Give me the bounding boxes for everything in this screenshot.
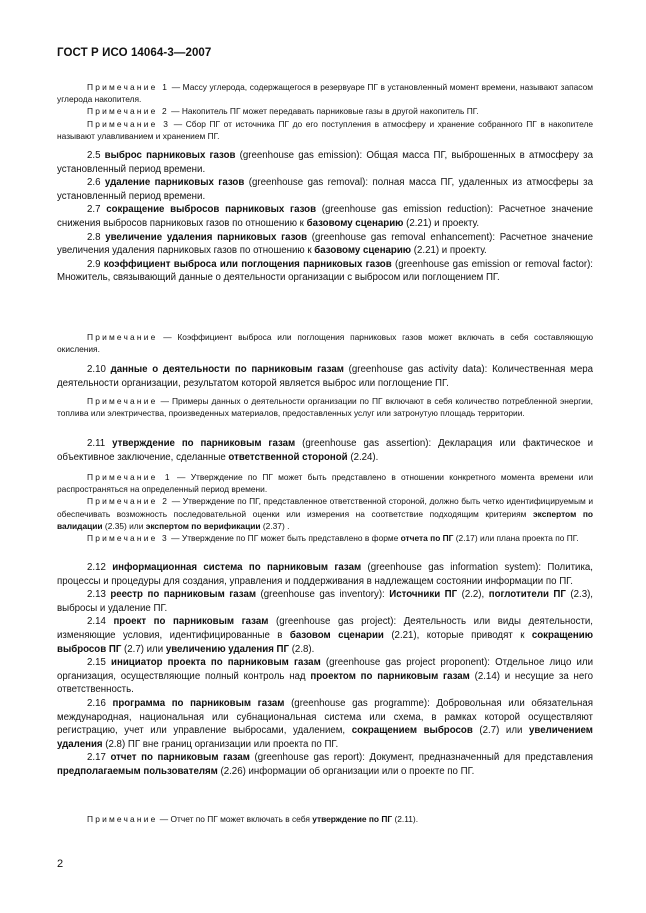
term-2-12: 2.12 информационная система по парниковым газам (greenhouse gas information system): Политика, процессы и процедуры для создания, управления и поддерживания в надлежащем состоянии информации по ПГ. — [57, 562, 593, 587]
term-2-8: 2.8 увеличение удаления парниковых газов (greenhouse gas removal enhancement): Расчетное значение увеличения удаления парниковых газов по отношению к базовому сценарию (2.21) и проекту. — [57, 231, 593, 257]
term-2-7: 2.7 сокращение выбросов парниковых газов (greenhouse gas emission reduction): Расчетное значение снижения выбросов парниковых газов по отношению к базовому сценарию (2.21) и проекту. — [57, 204, 593, 229]
note-2-17: Примечание — Отчет по ПГ может включать в себя утверждение по ПГ (2.11). — [87, 814, 419, 824]
note-2-11-3: Примечание 3 — Утверждение по ПГ может быть представлено в форме отчета по ПГ (2.17) или плана проекта по ПГ. — [87, 533, 579, 544]
note-2-11-2: Примечание 2 — Утверждение по ПГ, представленное ответственной стороной, должно быть четко идентифицируемым и обеспечивать возможность последовательной оценки или измерения на соответствие подходящим критериям экспертом по валидации (2.35) или экспертом по верификации (2.37) . — [57, 496, 594, 531]
page-number: 2 — [57, 858, 64, 870]
notes-top — [57, 81, 593, 142]
term-2-17: 2.17 отчет по парниковым газам (greenhouse gas report): Документ, предназначенный для представления предполагаемым пользователям (2.26) информации об организации или о проекте по ПГ. — [57, 752, 594, 777]
term-2-6: 2.6 удаление парниковых газов (greenhouse gas removal): полная масса ПГ, удаленных из атмосферы за установленный период времени. — [57, 177, 594, 202]
term-2-10: 2.10 данные о деятельности по парниковым газам (greenhouse gas activity data): Количественная мера деятельности организации, результатом которой является выброс или поглощение ПГ. — [57, 364, 593, 389]
notes-2-11 — [57, 471, 593, 544]
term-2-16: 2.16 программа по парниковым газам (greenhouse gas programme): Добровольная или обязательная международная, национальная или субнациональная система или схема, в рамках которой осуществляют регистрацию, учет или управление выбросами, удалением, сокращением выбросов (2.7) или увеличением удаления (2.8) ПГ вне границ организации или проекта по ПГ. — [57, 697, 593, 750]
note-1: Примечание 1 — Массу углерода, содержащегося в резервуаре ПГ в установленный момент времени, называют запасом углерода накопителя. — [57, 82, 594, 105]
term-2-15: 2.15 инициатор проекта по парниковым газам (greenhouse gas project proponent): Отдельное лицо или организация, осуществляющие полный контроль над проектом по парниковым газам (2.14) и несущие за него ответственность. — [57, 657, 593, 696]
terms-2-5-to-2-9 — [57, 149, 593, 285]
note-2-10: Примечание — Примеры данных о деятельности организации по ПГ включают в себя количество потребленной энергии, топлива или электричества, произведенных материалов, предоставленных услуг или затронутую площадь территории. — [57, 396, 593, 419]
note-2-9: Примечание — Коэффициент выброса или поглощения парниковых газов может включать в себя составляющую окисления. — [57, 332, 593, 355]
term-2-5: 2.5 выброс парниковых газов (greenhouse gas emission): Общая масса ПГ, выброшенных в атмосферу за установленный период времени. — [57, 150, 593, 175]
document-header: ГОСТ Р ИСО 14064-3—2007 — [57, 47, 212, 59]
note-2: Примечание 2 — Накопитель ПГ может передавать парниковые газы в другой накопитель ПГ. — [87, 106, 479, 117]
note-3: Примечание 3 — Сбор ПГ от источника ПГ до его поступления в атмосферу и хранение собранного ПГ в накопителе называют улавливанием и хранением ПГ. — [57, 118, 593, 141]
term-2-13: 2.13 реестр по парниковым газам (greenhouse gas inventory): Источники ПГ (2.2), поглотители ПГ (2.3), выбросы и удаление ПГ. — [57, 589, 593, 614]
term-2-9: 2.9 коэффициент выброса или поглощения парниковых газов (greenhouse gas emission or removal factor): Множитель, связывающий данные о деятельности организации с выбросом или поглощением ПГ. — [57, 258, 594, 284]
term-2-14: 2.14 проект по парниковым газам (greenhouse gas project): Деятельность или виды деятельности, изменяющие условия, идентифицированные в базовом сценарии (2.21), которые приводят к сокращению выбросов ПГ (2.7) или увеличению удаления ПГ (2.8). — [57, 616, 593, 655]
note-2-11-1: Примечание 1 — Утверждение по ПГ может быть представлено в отношении конкретного момента времени или распространяться на определенный период времени. — [57, 472, 593, 495]
term-2-11: 2.11 утверждение по парниковым газам (greenhouse gas assertion): Декларация или фактическое и объективное заключение, сделанные ответственной стороной (2.24). — [57, 438, 594, 463]
terms-2-12-to-2-17 — [57, 561, 593, 779]
